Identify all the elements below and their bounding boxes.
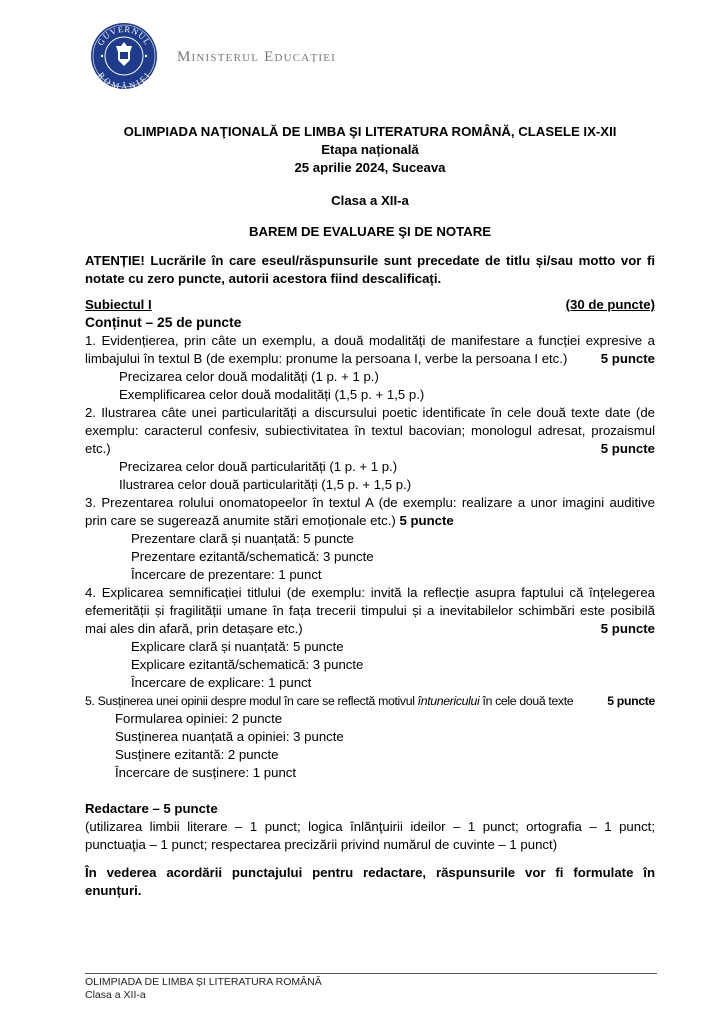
criterion: Explicare ezitantă/schematică: 3 puncte <box>131 657 364 672</box>
criterion: Încercare de susținere: 1 punct <box>115 765 297 780</box>
footer-title: OLIMPIADA DE LIMBA ȘI LITERATURA ROMÂNĂ <box>85 976 322 988</box>
item-5-points: 5 puncte <box>607 694 655 708</box>
footer <box>85 976 322 1002</box>
item-5: 5. Susținerea unei opinii despre modul în care se reflectă motivul întunericului în cele două texte 5 puncte <box>85 694 655 708</box>
criterion: Precizarea celor două particularități (1 p. + 1 p.) <box>119 459 398 474</box>
footer-class: Clasa a XII-a <box>85 989 146 1001</box>
svg-text:GUVERNUL: GUVERNUL <box>95 23 153 48</box>
item-1: 1. Evidențierea, prin câte un exemplu, a două modalități de manifestare a funcției expresive a limbajului în textul B (de exemplu: pronume la persoana I, verbe la persoana I etc.) 5 puncte <box>85 333 655 366</box>
class-label: Clasa a XII-a <box>331 193 409 208</box>
svg-text:ROMÂNIEI: ROMÂNIEI <box>96 70 153 90</box>
criterion: Precizarea celor două modalități (1 p. + 1 p.) <box>119 369 379 384</box>
criterion: Exemplificarea celor două modalități (1,5 p. + 1,5 p.) <box>119 387 425 402</box>
barem-heading: BAREM DE EVALUARE ŞI DE NOTARE <box>248 224 492 239</box>
criterion: Prezentare clară și nuanțată: 5 puncte <box>131 531 354 546</box>
government-seal-logo <box>90 22 158 90</box>
item-3-points: 5 puncte <box>399 513 454 528</box>
item-3: 3. Prezentarea rolului onomatopeelor în textul A (de exemplu: realizare a unor imagini auditive prin care se sugerează anumite stări emoționale etc.) 5 puncte <box>85 495 655 528</box>
criterion: Încercare de explicare: 1 punct <box>131 675 312 690</box>
criterion: Formularea opiniei: 2 puncte <box>115 711 283 726</box>
ministry-name: Ministerul Educației <box>177 49 337 65</box>
stage-label: Etapa națională <box>321 142 419 157</box>
warning-note: ATENȚIE! Lucrările în care eseul/răspunsurile sunt precedate de titlu și/sau motto vor fi notate cu zero puncte, autorii acestora fiind descalificați. <box>85 253 655 286</box>
item-2-points: 5 puncte <box>600 441 655 456</box>
footer-divider <box>85 973 657 974</box>
subject-points: (30 de puncte) <box>565 297 655 312</box>
criterion: Explicare clară și nuanțată: 5 puncte <box>131 639 344 654</box>
document-title: OLIMPIADA NAŢIONALĂ DE LIMBA ŞI LITERATURA ROMÂNĂ, CLASELE IX-XII <box>123 124 617 139</box>
date-location: 25 aprilie 2024, Suceava <box>294 160 446 175</box>
redactare-heading: Redactare – 5 puncte <box>85 801 218 816</box>
final-note: În vederea acordării punctajului pentru redactare, răspunsurile vor fi formulate în enunțuri. <box>85 865 655 898</box>
content-heading: Conținut – 25 de puncte <box>85 315 242 330</box>
item-4: 4. Explicarea semnificației titlului (de exemplu: invită la reflecție asupra faptului că înțelegerea efemerității și fragilității umane în fața trecerii timpului și a inevitabilelor schimbări este posibilă mai ales din afară, prin detașare etc.) 5 puncte <box>85 585 655 636</box>
criterion: Susținere ezitantă: 2 puncte <box>115 747 279 762</box>
criterion: Susținerea nuanțată a opiniei: 3 puncte <box>115 729 344 744</box>
item-1-points: 5 puncte <box>600 351 655 366</box>
criterion: Încercare de prezentare: 1 punct <box>131 567 322 582</box>
subject-section <box>85 296 655 900</box>
item-4-points: 5 puncte <box>600 621 655 636</box>
criterion: Ilustrarea celor două particularități (1,5 p. + 1,5 p.) <box>119 477 412 492</box>
item-2: 2. Ilustrarea câte unei particularități a discursului poetic identificate în cele două texte date (de exemplu: caracterul confesiv, subiectivitatea în textul bacovian; monologul adresat, prozaismul etc.) 5 puncte <box>85 405 655 456</box>
redactare-text: (utilizarea limbii literare – 1 punct; logica înlănţuirii ideilor – 1 punct; ortografia – 1 punct; punctuaţia – 1 punct; respectarea precizării privind numărul de cuvinte – 1 punct) <box>85 819 655 852</box>
criterion: Prezentare ezitantă/schematică: 3 puncte <box>131 549 374 564</box>
subject-title: Subiectul I <box>85 297 152 312</box>
